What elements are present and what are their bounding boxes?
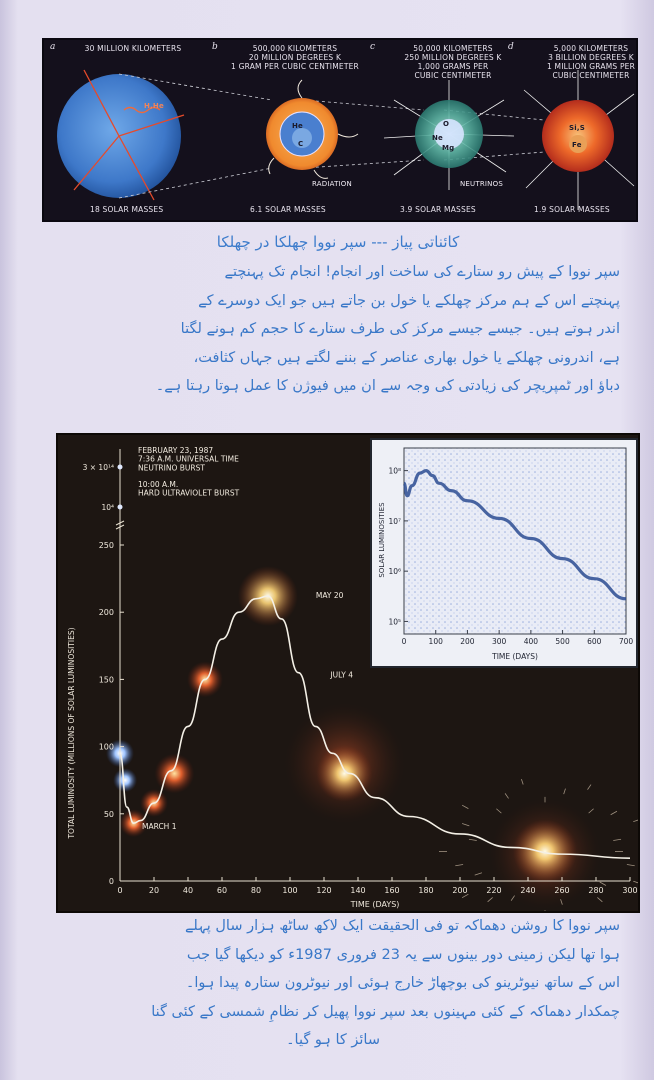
stage-mass: 6.1 SOLAR MASSES	[250, 205, 326, 214]
chart-annotation: 10:00 A.M. HARD ULTRAVIOLET BURST	[138, 480, 240, 498]
sparkle-line	[496, 809, 501, 813]
chart-annotation: MARCH 1	[142, 822, 177, 832]
y-axis-label: TOTAL LUMINOSITY (MILLIONS OF SOLAR LUMINOSITIES)	[67, 627, 76, 839]
supernova-glow	[154, 753, 194, 793]
caption1-line: ہے، اندرونی چھلکے یا خول بھاری عناصر کے بننے لگتے ہیں جہاں کثافت،	[193, 349, 620, 366]
burst-point	[118, 465, 123, 470]
core-element-label: Fe	[572, 141, 582, 149]
inset-x-tick-label: 400	[523, 637, 539, 646]
inset-y-tick-label: 10⁵	[388, 617, 401, 627]
caption2-body	[60, 912, 620, 1055]
stage-letter: b	[212, 42, 218, 52]
sparkle-line	[462, 823, 469, 825]
sparkle-line	[589, 809, 594, 813]
neutrino-star	[384, 80, 514, 190]
caption1-line: اندر ہوتے ہیں۔ جیسے جیسے مرکز کی طرف ستارے کا حجم کم ہونے لگتا	[180, 321, 620, 337]
stage-letter: a	[50, 42, 56, 52]
sparkle-line	[588, 785, 591, 790]
stage-mass: 3.9 SOLAR MASSES	[400, 205, 476, 214]
x-tick-label: 160	[384, 886, 400, 895]
sparkle-line	[611, 811, 617, 814]
y-top-tick-label: 3 × 10¹⁴	[82, 463, 114, 472]
core-element-label: C	[298, 140, 304, 148]
inset-x-tick-label: 700	[618, 637, 634, 646]
x-axis-label: TIME (DAYS)	[350, 900, 400, 909]
supernova-glow	[316, 745, 372, 801]
inset-y-tick-label: 10⁶	[388, 567, 401, 577]
x-tick-label: 200	[452, 886, 468, 895]
stage-header: 5,000 KILOMETERS 3 BILLION DEGREES K 1 MILLION GRAMS PER CUBIC CENTIMETER	[546, 44, 636, 80]
y-tick-label: 100	[98, 742, 114, 752]
sparkle-line	[469, 839, 477, 840]
core-element-label: O	[443, 120, 450, 128]
sparkle-line	[564, 789, 566, 794]
sparkle-line	[521, 779, 523, 784]
x-tick-label: 40	[182, 886, 194, 895]
sparkle-line	[627, 865, 635, 866]
sparkle-line	[633, 819, 638, 821]
x-tick-label: 0	[117, 886, 123, 895]
y-tick-label: 200	[98, 608, 114, 618]
burst-point	[118, 505, 123, 510]
stage-letter: d	[508, 42, 514, 52]
caption2-line: ہوا تھا لیکن زمینی دور بینوں سے یہ 23 فروری 1987ء کو دیکھا گیا جب	[186, 946, 620, 963]
x-tick-label: 240	[520, 886, 536, 895]
caption2-line: چمکدار دھماکہ کے کئی مہینوں بعد سپر نووا پھیل کر نظامِ شمسی کے کئی گنا	[151, 1003, 620, 1020]
x-tick-label: 120	[316, 886, 332, 895]
y-tick-label: 0	[108, 877, 114, 886]
star-evolution-figure	[42, 38, 638, 222]
chart-annotation: MAY 20	[315, 591, 344, 601]
x-tick-label: 300	[622, 886, 638, 895]
sparkle-line	[462, 805, 468, 808]
x-tick-label: 220	[486, 886, 502, 895]
y-tick-label: 150	[98, 675, 114, 685]
x-tick-label: 60	[216, 886, 228, 895]
stage-header: 500,000 KILOMETERS 20 MILLION DEGREES K 1 GRAM PER CUBIC CENTIMETER	[231, 44, 359, 71]
sparkle-line	[613, 839, 621, 840]
chart-annotation: JULY 4	[330, 670, 354, 680]
sparkle-line	[600, 882, 606, 885]
supernova-glow	[513, 819, 577, 883]
inset-plot	[372, 440, 636, 666]
inset-x-tick-label: 600	[587, 637, 602, 646]
core-element-label: Mg	[442, 144, 455, 152]
supernova-glow	[113, 768, 137, 792]
inset-x-tick-label: 500	[555, 637, 570, 646]
inset-x-tick-label: 300	[491, 637, 507, 646]
core-element-label: Ne	[432, 134, 444, 142]
caption1-title: کائناتی پیاز --- سپر نووا چھلکا در چھلکا	[216, 233, 460, 251]
caption1-body	[50, 258, 620, 401]
sparkle-line	[475, 873, 482, 875]
stage-header: 50,000 KILOMETERS 250 MILLION DEGREES K 1,000 GRAMS PER CUBIC CENTIMETER	[404, 44, 502, 80]
core-element-label: Si,S	[569, 124, 585, 132]
core-element-label: H,He	[144, 102, 164, 110]
caption2-line: سائز کا ہو گیا۔	[286, 1032, 380, 1048]
stage-header: 30 MILLION KILOMETERS	[84, 44, 182, 53]
caption2-line: اس کے ساتھ نیوٹرینو کی بوچھاڑ خارج ہوئی اور نیوٹرون ستارہ پیدا ہوا۔	[185, 975, 620, 991]
y-tick-label: 250	[98, 541, 114, 550]
x-tick-label: 280	[588, 886, 604, 895]
sparkle-line	[455, 865, 463, 866]
iron-core-star	[524, 70, 634, 210]
inset-y-tick-label: 10⁷	[388, 516, 401, 526]
sparkle-line	[488, 897, 493, 901]
x-tick-label: 180	[418, 886, 434, 895]
stage-note: NEUTRINOS	[460, 180, 503, 188]
sparkle-line	[505, 793, 508, 798]
x-tick-label: 20	[148, 886, 160, 895]
x-tick-label: 260	[554, 886, 570, 895]
core-element-label: He	[292, 122, 304, 130]
stage-mass: 1.9 SOLAR MASSES	[534, 205, 610, 214]
inset-x-tick-label: 100	[428, 637, 443, 646]
y-tick-label: 50	[103, 809, 114, 819]
stage-note: RADIATION	[312, 180, 352, 188]
stage-mass: 18 SOLAR MASSES	[90, 205, 164, 214]
stage-letter: c	[370, 42, 376, 52]
inset-x-tick-label: 0	[401, 637, 407, 646]
chart-annotation: FEBRUARY 23, 1987 7:36 A.M. UNIVERSAL TIME NEUTRINO BURST	[138, 446, 239, 473]
caption1-line: پہنچتے اس کے ہم مرکز چھلکے یا خول بن جاتے ہیں جو ایک دوسرے کے	[198, 292, 620, 309]
inset-x-axis-label: TIME (DAYS)	[492, 652, 538, 661]
inset-plot-area	[404, 448, 626, 634]
x-tick-label: 140	[350, 886, 366, 895]
caption1-line: سپر نووا کے پیش رو ستارے کی ساخت اور انجام! انجام تک پہنچتے	[224, 264, 620, 280]
y-top-tick-label: 10⁴	[101, 503, 114, 512]
inset-y-axis-label: SOLAR LUMINOSITIES	[378, 502, 386, 578]
caption2-line: سپر نووا کا روشن دھماکہ تو فی الحقیقت ایک لاکھ ساٹھ ہزار سال پہلے	[184, 918, 620, 934]
sparkle-line	[597, 897, 602, 901]
log-luminosity-inset	[370, 438, 638, 668]
x-tick-label: 100	[282, 886, 298, 895]
inset-y-tick-label: 10⁸	[388, 466, 401, 476]
sparkle-line	[633, 881, 638, 883]
caption1-line: دباؤ اور ٹمپریچر کی زیادتی کی وجہ سے ان میں فیوژن کا عمل ہوتا رہتا ہے۔	[155, 378, 620, 394]
inset-x-tick-label: 200	[460, 637, 475, 646]
x-tick-label: 80	[250, 886, 262, 895]
